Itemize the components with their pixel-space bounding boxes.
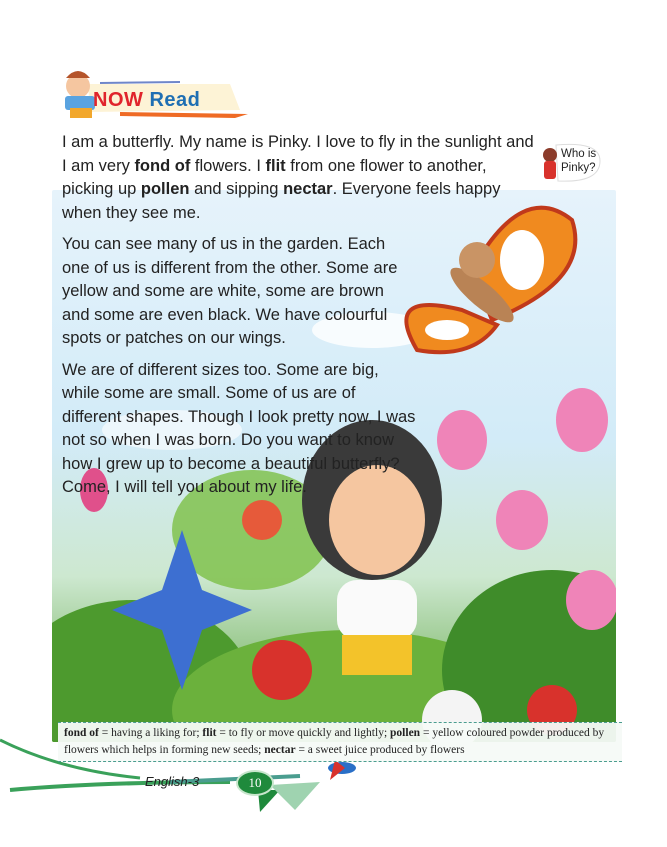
read-label: Read — [149, 89, 201, 111]
section-title — [93, 89, 200, 112]
paragraph-3: We are of different sizes too. Some are big, while some are small. Some of us are of different shapes. Though I look pretty now, I was not so when I was born. Do you want to know how I grew up to become a beautiful butterfly? Come, I will tell you about my life. — [62, 360, 416, 496]
paragraph-2: You can see many of us in the garden. Each one of us is different from the other. Some are yellow and some are white, some are brown and some are even black. We have colourful spots or patches on our wings. — [62, 235, 398, 347]
who-is-pinky-note: Who is Pinky? — [561, 148, 597, 174]
now-label: NOW — [93, 89, 144, 111]
book-title: English-3 — [145, 774, 200, 789]
story-text — [62, 131, 540, 508]
paragraph-1: I am a butterfly. My name is Pinky. I love to fly in the sunlight and I am very fond of flowers. I flit from one flower to another, picking up pollen and sipping nectar. Everyone feels happy when they see me. — [62, 133, 534, 222]
glossary-box: fond of = having a liking for; flit = to fly or move quickly and lightly; pollen = yellow coloured powder produced by flowers which helps in forming new seeds; nectar = a sweet juice produced by flowers — [58, 722, 622, 762]
footer — [58, 770, 622, 796]
page-number: 10 — [236, 770, 274, 796]
page-bottom — [58, 722, 622, 796]
